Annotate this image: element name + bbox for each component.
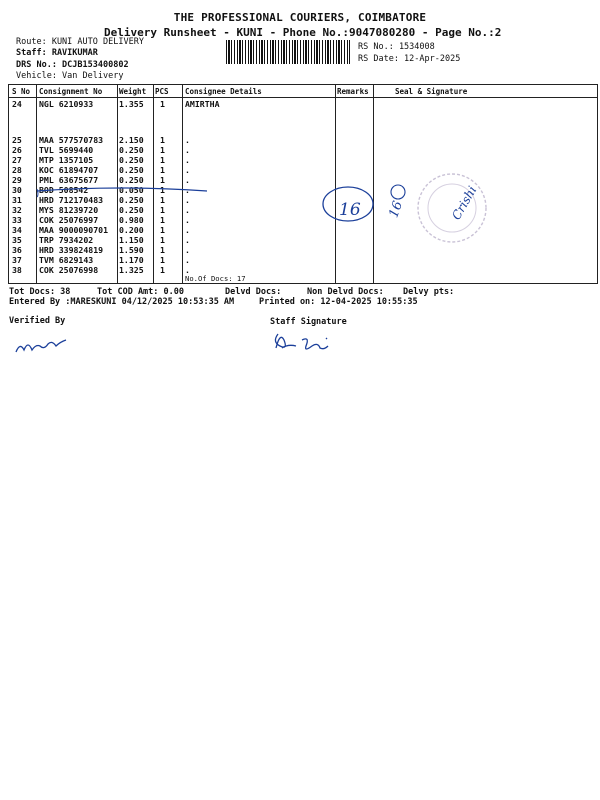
row-consignee: . xyxy=(185,185,190,195)
row-consignee: . xyxy=(185,255,190,265)
row-sno: 38 xyxy=(12,265,22,275)
row-sno: 36 xyxy=(12,245,22,255)
row-pcs: 1 xyxy=(160,215,165,225)
row-weight: 0.050 xyxy=(119,185,144,195)
seal-signature: Crishi xyxy=(449,183,480,223)
rs-number: RS No.: 1534008 xyxy=(358,42,435,52)
row-consignee: . xyxy=(185,235,190,245)
tot-docs: Tot Docs: 38 xyxy=(9,287,71,297)
row-consignment: NGL 6210933 xyxy=(39,99,94,109)
drs-number: DRS No.: DCJB153400802 xyxy=(16,60,129,70)
header-pcs: PCS xyxy=(155,87,169,96)
row-consignee: . xyxy=(185,265,190,275)
header-seal: Seal & Signature xyxy=(395,87,468,96)
table-row xyxy=(9,99,597,109)
table-row xyxy=(9,235,597,245)
table-row xyxy=(9,155,597,165)
row-weight: 1.355 xyxy=(119,99,144,109)
rs-date: RS Date: 12-Apr-2025 xyxy=(358,54,461,64)
table-row xyxy=(9,195,597,205)
row-sno: 35 xyxy=(12,235,22,245)
table-row xyxy=(9,205,597,215)
seal-number: 16 xyxy=(386,199,407,220)
row-pcs: 1 xyxy=(160,245,165,255)
table-row xyxy=(9,265,597,275)
row-weight: 0.250 xyxy=(119,165,144,175)
row-consignee: . xyxy=(185,155,190,165)
row-weight: 2.150 xyxy=(119,135,144,145)
row-consignee: . xyxy=(185,175,190,185)
remark-number: 16 xyxy=(339,200,361,220)
delvy-pts: Delvy pts: xyxy=(403,287,455,297)
row-weight: 0.250 xyxy=(119,145,144,155)
header-consignment: Consignment No xyxy=(39,87,103,96)
table-row xyxy=(9,225,597,235)
row-consignment: TVL 5699440 xyxy=(39,145,94,155)
row-sno: 26 xyxy=(12,145,22,155)
header-remarks: Remarks xyxy=(337,87,369,96)
row-sno: 25 xyxy=(12,135,22,145)
row-sno: 37 xyxy=(12,255,22,265)
row-consignment: TRP 7934202 xyxy=(39,235,94,245)
table-row xyxy=(9,245,597,255)
table-row xyxy=(9,185,597,195)
table-row xyxy=(9,145,597,155)
row-consignment: MAA 9000090701 xyxy=(39,225,109,235)
row-sno: 33 xyxy=(12,215,22,225)
row-weight: 0.250 xyxy=(119,175,144,185)
row-sno: 24 xyxy=(12,99,22,109)
row-consignee: . xyxy=(185,245,190,255)
row-pcs: 1 xyxy=(160,205,165,215)
header-weight: Weight xyxy=(119,87,147,96)
barcode-image xyxy=(226,40,350,64)
row-consignment: COK 25076997 xyxy=(39,215,99,225)
company-title: THE PROFESSIONAL COURIERS, COIMBATORE xyxy=(173,11,427,24)
entered-by: Entered By :MARESKUNI 04/12/2025 10:53:35 AM xyxy=(9,297,235,307)
staff-signature-label: Staff Signature xyxy=(270,317,347,327)
table-row xyxy=(9,255,597,265)
row-pcs: 1 xyxy=(160,165,165,175)
row-weight: 0.980 xyxy=(119,215,144,225)
runsheet-table xyxy=(8,84,598,284)
row-consignee: AMIRTHA xyxy=(185,99,220,109)
row-sno: 31 xyxy=(12,195,22,205)
row-pcs: 1 xyxy=(160,155,165,165)
row-pcs: 1 xyxy=(160,145,165,155)
row-pcs: 1 xyxy=(160,235,165,245)
table-row xyxy=(9,165,597,175)
row-consignee: . xyxy=(185,165,190,175)
delvd-docs: Delvd Docs: xyxy=(225,287,282,297)
row-consignment: MTP 1357105 xyxy=(39,155,94,165)
row-sno: 34 xyxy=(12,225,22,235)
table-row xyxy=(9,175,597,185)
row-consignment: BOD 508542 xyxy=(39,185,89,195)
non-delvd-docs: Non Delvd Docs: xyxy=(307,287,384,297)
header-consignee: Consignee Details xyxy=(185,87,262,96)
row-consignment: HRD 339824819 xyxy=(39,245,104,255)
row-sno: 29 xyxy=(12,175,22,185)
row-sno: 28 xyxy=(12,165,22,175)
row-pcs: 1 xyxy=(160,175,165,185)
staff-signature xyxy=(270,328,342,356)
row-pcs: 1 xyxy=(160,195,165,205)
vehicle-text: Vehicle: Van Delivery xyxy=(16,71,124,81)
row-consignee: . xyxy=(185,225,190,235)
table-row xyxy=(9,135,597,145)
staff-text: Staff: RAVIKUMAR xyxy=(16,48,98,58)
route-text: Route: KUNI AUTO DELIVERY xyxy=(16,37,144,47)
row-consignment: MYS 81239720 xyxy=(39,205,99,215)
verifier-signature xyxy=(12,330,72,358)
row-weight: 1.150 xyxy=(119,235,144,245)
header-sno: S No xyxy=(12,87,31,96)
row-pcs: 1 xyxy=(160,185,165,195)
row-consignee: . xyxy=(185,215,190,225)
no-of-docs: No.Of Docs: 17 xyxy=(185,274,246,283)
row-pcs: 1 xyxy=(160,265,165,275)
row-weight: 1.325 xyxy=(119,265,144,275)
row-consignment: TVM 6829143 xyxy=(39,255,94,265)
row-consignment: KOC 61894707 xyxy=(39,165,99,175)
row-pcs: 1 xyxy=(160,225,165,235)
row-weight: 1.170 xyxy=(119,255,144,265)
row-consignee: . xyxy=(185,135,190,145)
row-weight: 0.250 xyxy=(119,205,144,215)
row-consignment: COK 25076998 xyxy=(39,265,99,275)
row-consignment: PML 63675677 xyxy=(39,175,99,185)
row-sno: 32 xyxy=(12,205,22,215)
table-row xyxy=(9,215,597,225)
printed-on: Printed on: 12-04-2025 10:55:35 xyxy=(259,297,418,307)
verified-by-label: Verified By xyxy=(9,316,66,326)
tot-cod-amt: Tot COD Amt: 0.00 xyxy=(97,287,184,297)
row-weight: 0.250 xyxy=(119,155,144,165)
row-consignment: HRD 712170483 xyxy=(39,195,104,205)
row-weight: 0.200 xyxy=(119,225,144,235)
row-pcs: 1 xyxy=(160,99,165,109)
row-weight: 1.590 xyxy=(119,245,144,255)
runsheet-subtitle: Delivery Runsheet - KUNI - Phone No.:9047080280 - Page No.:2 xyxy=(104,26,502,39)
row-sno: 27 xyxy=(12,155,22,165)
row-consignment: MAA 577570783 xyxy=(39,135,104,145)
row-pcs: 1 xyxy=(160,135,165,145)
row-pcs: 1 xyxy=(160,255,165,265)
row-consignee: . xyxy=(185,195,190,205)
row-sno: 30 xyxy=(12,185,22,195)
row-consignee: . xyxy=(185,145,190,155)
row-weight: 0.250 xyxy=(119,195,144,205)
row-consignee: . xyxy=(185,205,190,215)
